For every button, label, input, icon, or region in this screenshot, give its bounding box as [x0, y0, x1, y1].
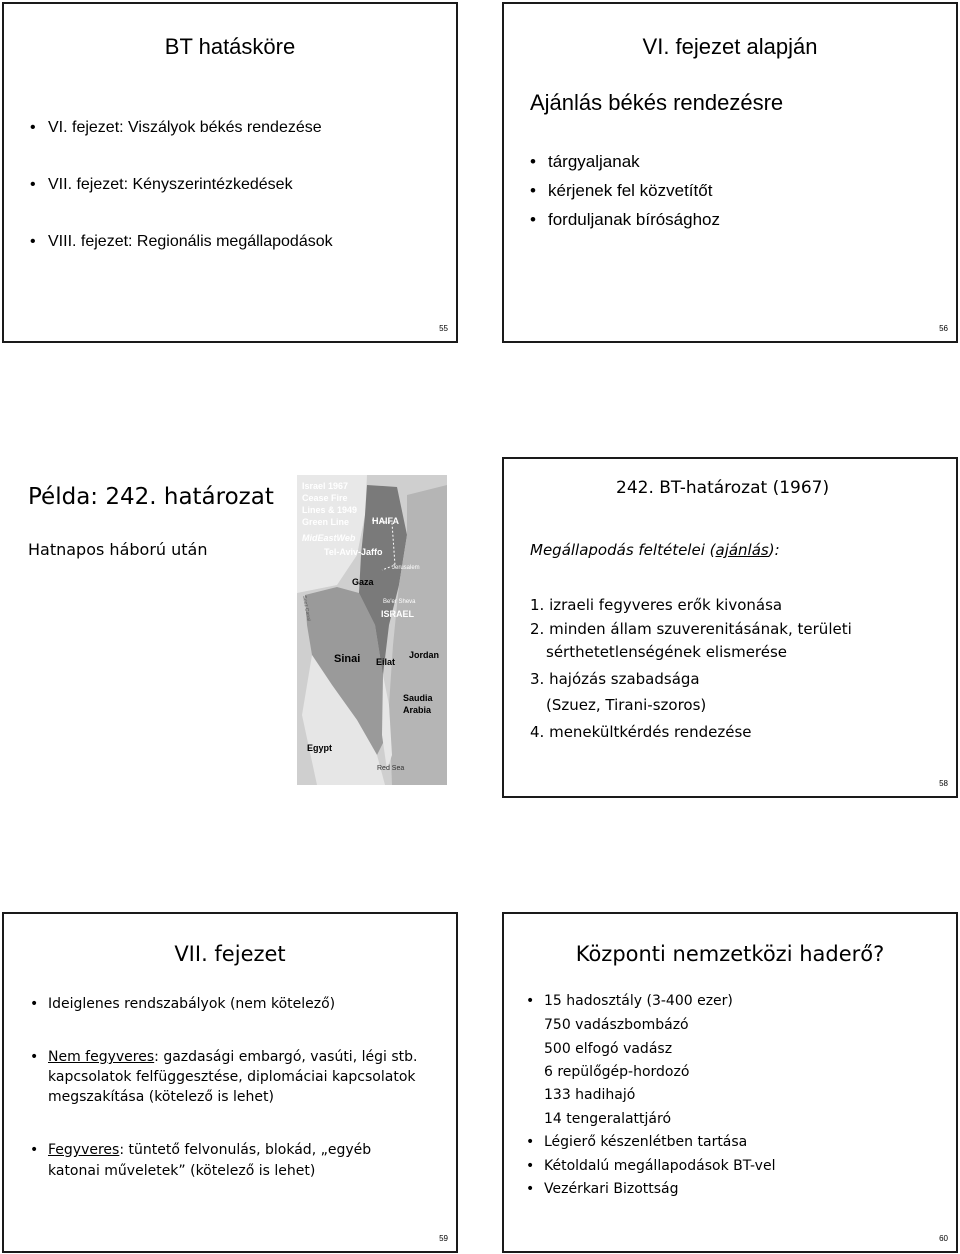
- list-item: 2. minden állam szuverenitásának, területi: [530, 620, 852, 638]
- list-subline: 750 vadászbombázó: [544, 1017, 689, 1033]
- israel-1967-map: [297, 475, 447, 785]
- list-item: 3. hajózás szabadsága: [530, 670, 700, 688]
- map-label-suez: Suez Canal: [301, 595, 312, 622]
- subtitle-text: Megállapodás feltételei (: [530, 541, 716, 559]
- item-text: : gazdasági embargó, vasúti, légi stb.: [154, 1049, 418, 1065]
- subtitle-text: ):: [768, 541, 780, 559]
- page-number: 58: [939, 779, 948, 788]
- list-item-continued: (Szuez, Tirani-szoros): [546, 696, 707, 714]
- map-label-arabia: Arabia: [403, 705, 432, 715]
- list-item: • Vezérkari Bizottság: [544, 1181, 679, 1197]
- list-item: [48, 1049, 417, 1065]
- map-label-jerusalem: Jerusalem: [392, 565, 420, 571]
- map-label-israel: ISRAEL: [381, 609, 415, 619]
- slide-57: [2, 457, 458, 798]
- slide-59: [2, 912, 458, 1253]
- item-text: : tüntető felvonulás, blokád, „egyéb: [119, 1142, 372, 1158]
- list-item: • Légierő készenlétben tartása: [544, 1134, 747, 1150]
- slide-title: Példa: 242. határozat: [28, 484, 274, 510]
- underlined-term: Nem fegyveres: [48, 1049, 155, 1065]
- map-label-beersheva: Be'er Sheva: [383, 599, 416, 605]
- list-item: • 15 hadosztály (3-400 ezer): [544, 993, 733, 1009]
- list-item-continued: katonai műveletek” (kötelező is lehet): [48, 1163, 316, 1179]
- list-item-continued: kapcsolatok felfüggesztése, diplomáciai kapcsolatok: [48, 1069, 416, 1085]
- subtitle-underlined: ajánlás: [715, 541, 769, 559]
- list-item: • kérjenek fel közvetítőt: [548, 181, 712, 201]
- list-item: • VII. fejezet: Kényszerintézkedések: [48, 176, 293, 194]
- map-brand: MidEastWeb: [302, 533, 356, 543]
- map-label-tel-aviv: Tel-Aviv-Jaffo: [324, 547, 383, 557]
- list-subline: 14 tengeralattjáró: [544, 1111, 672, 1127]
- page-number: 59: [439, 1234, 448, 1243]
- slide-title: 242. BT-határozat (1967): [616, 478, 830, 498]
- map-legend: Israel 1967: [302, 481, 349, 491]
- list-item: • Kétoldalú megállapodások BT-vel: [544, 1158, 775, 1174]
- page-number: 56: [939, 324, 948, 333]
- slide-title: Központi nemzetközi haderő?: [575, 942, 885, 966]
- slide-subtitle: [530, 541, 780, 559]
- map-label-red-sea: Red Sea: [377, 765, 405, 772]
- slide-title: VII. fejezet: [174, 942, 286, 966]
- list-subline: 133 hadihajó: [544, 1087, 636, 1103]
- map-label-egypt: Egypt: [307, 743, 333, 753]
- underlined-term: Fegyveres: [48, 1142, 120, 1158]
- list-item: • forduljanak bírósághoz: [548, 210, 720, 230]
- list-item: • VIII. fejezet: Regionális megállapodások: [48, 233, 333, 251]
- list-subline: 500 elfogó vadász: [544, 1041, 673, 1057]
- list-subline: 6 repülőgép-hordozó: [544, 1064, 690, 1080]
- slide-58: [502, 457, 958, 798]
- list-item: 4. menekültkérdés rendezése: [530, 723, 752, 741]
- slide-60: [502, 912, 958, 1253]
- slide-55: [2, 2, 458, 343]
- map-label-eilat: Eilat: [376, 657, 396, 667]
- map-label-sinai: Sinai: [334, 653, 361, 665]
- map-label-jordan: Jordan: [409, 650, 440, 660]
- map-legend: Green Line: [302, 517, 350, 527]
- list-item: • VI. fejezet: Viszályok békés rendezése: [48, 119, 322, 137]
- slide-title: VI. fejezet alapján: [642, 34, 818, 59]
- list-item: • tárgyaljanak: [548, 152, 640, 172]
- map-label-saudia: Saudia: [403, 693, 433, 703]
- slide-title: BT hatásköre: [164, 34, 296, 59]
- list-item-continued: sérthetetlenségének elismerése: [546, 643, 788, 661]
- page-number: 60: [939, 1234, 948, 1243]
- page-number: 55: [439, 324, 448, 333]
- map-label-gaza: Gaza: [352, 577, 374, 587]
- list-item: • Ideiglenes rendszabályok (nem kötelező): [48, 996, 335, 1012]
- map-legend: Lines & 1949: [302, 505, 358, 515]
- map-label-haifa: HAIFA: [372, 516, 399, 526]
- slide-56: [502, 2, 958, 343]
- slide-subtitle: Hatnapos háború után: [28, 540, 208, 559]
- list-item-continued: megszakítása (kötelező is lehet): [48, 1089, 274, 1105]
- map-legend: Cease Fire: [302, 493, 348, 503]
- list-item: 1. izraeli fegyveres erők kivonása: [530, 596, 783, 614]
- slide-subtitle: Ajánlás békés rendezésre: [530, 90, 784, 115]
- list-item: [48, 1142, 371, 1158]
